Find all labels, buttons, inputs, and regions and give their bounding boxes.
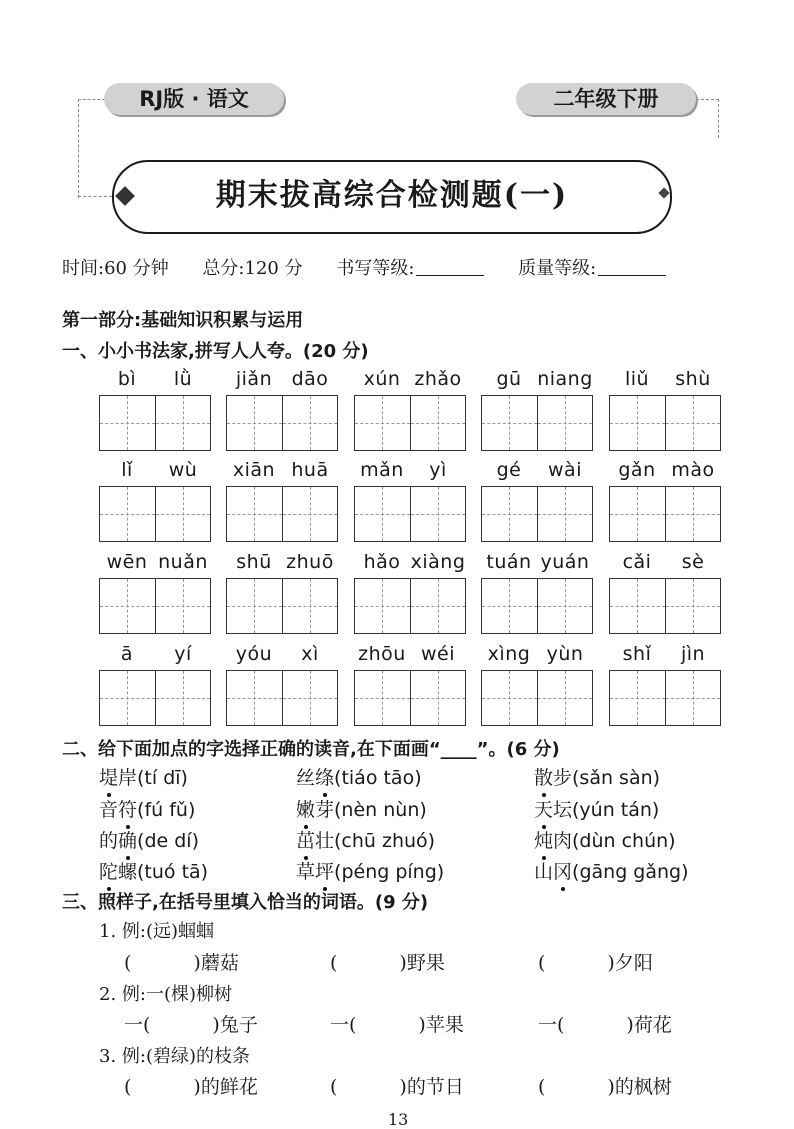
pinyin-word — [481, 459, 593, 549]
pinyin-syllable: shǐ — [622, 643, 652, 665]
pinyin-word — [354, 551, 466, 641]
part-one-heading: 第一部分:基础知识积累与运用 — [62, 310, 304, 331]
dotted-character: 陀 — [99, 857, 118, 884]
writing-box-pair — [354, 486, 466, 542]
blank-close-word: )野果 — [399, 952, 445, 974]
writing-box-pair — [609, 486, 721, 542]
writing-box-pair — [99, 578, 211, 634]
writing-cell[interactable] — [227, 396, 282, 450]
dotted-character: 散 — [534, 763, 553, 790]
pinyin-syllable: xiàng — [410, 551, 466, 573]
header-connector-left — [78, 99, 105, 198]
pinyin-syllable: yùn — [546, 643, 584, 665]
writing-cell[interactable] — [537, 671, 593, 725]
pinyin-syllable: zhǎo — [414, 368, 462, 390]
writing-cell[interactable] — [665, 671, 721, 725]
writing-cell[interactable] — [282, 671, 338, 725]
writing-cell[interactable] — [155, 487, 211, 541]
dotted-character: 茁 — [296, 826, 315, 853]
pronunciation-item[interactable] — [296, 763, 422, 790]
word-prefix: 草 — [296, 861, 316, 883]
pinyin-syllable: wù — [168, 459, 198, 481]
word-prefix: 音 — [99, 799, 119, 821]
blank-open: ( — [538, 1076, 546, 1098]
fill-blank-item — [124, 948, 239, 975]
pinyin-syllable: mào — [671, 459, 715, 481]
writing-cell[interactable] — [537, 396, 593, 450]
edition-badge: RJ版 · 语文 — [104, 83, 284, 115]
writing-cell[interactable] — [665, 579, 721, 633]
blank-close-word: )的鲜花 — [193, 1076, 258, 1098]
section-one-heading: 一、小小书法家,拼写人人夸。(20 分) — [62, 341, 369, 362]
writing-box-pair — [226, 578, 338, 634]
page-number: 13 — [388, 1110, 409, 1129]
writing-box-pair — [226, 395, 338, 451]
pinyin-syllable: cǎi — [622, 551, 652, 573]
pronunciation-options: 肉(dùn chún) — [553, 830, 676, 852]
pronunciation-item[interactable] — [534, 826, 676, 853]
pinyin-syllable: yuán — [540, 551, 590, 573]
writing-cell[interactable] — [355, 579, 410, 633]
pinyin-row — [99, 459, 724, 549]
blank-open: 一( — [538, 1014, 565, 1036]
pinyin-syllable: shū — [236, 551, 272, 573]
pronunciation-options: (péng píng) — [334, 861, 445, 883]
section-two-heading: 二、给下面加点的字选择正确的读音,在下面画“____”。(6 分) — [62, 739, 560, 760]
pinyin-syllable: dāo — [291, 368, 329, 390]
pinyin-word — [99, 643, 211, 733]
pinyin-word — [609, 368, 721, 458]
pinyin-syllable: sè — [681, 551, 705, 573]
word-prefix: 丝 — [296, 767, 316, 789]
writing-box-pair — [481, 486, 593, 542]
pinyin-syllable: yóu — [235, 643, 273, 665]
pinyin-word — [481, 368, 593, 458]
pinyin-syllable: mǎn — [360, 459, 404, 481]
writing-box-pair — [609, 578, 721, 634]
pinyin-syllable: jìn — [680, 643, 706, 665]
dotted-character: 嫩 — [296, 795, 315, 822]
writing-box-pair — [226, 486, 338, 542]
pinyin-syllable: tuán — [486, 551, 532, 573]
writing-box-pair — [609, 670, 721, 726]
writing-cell[interactable] — [155, 579, 211, 633]
word-prefix: 山 — [534, 861, 554, 883]
pinyin-word — [99, 459, 211, 549]
writing-cell[interactable] — [610, 579, 665, 633]
pinyin-syllable: wài — [548, 459, 582, 481]
pronunciation-item[interactable] — [99, 763, 188, 790]
pinyin-syllable: zhuō — [286, 551, 334, 573]
pronunciation-options: 芽(nèn nùn) — [315, 799, 427, 821]
pinyin-syllable: yì — [429, 459, 447, 481]
pronunciation-item[interactable] — [296, 857, 444, 884]
pinyin-syllable: bì — [117, 368, 137, 390]
writing-grade-label: 书写等级: — [336, 258, 415, 279]
time-limit: 时间:60 分钟 — [62, 258, 169, 279]
writing-cell[interactable] — [227, 671, 282, 725]
pinyin-word — [609, 459, 721, 549]
writing-box-pair — [354, 578, 466, 634]
dotted-character: 符 — [118, 795, 137, 822]
writing-cell[interactable] — [665, 487, 721, 541]
blank-close-word: )的节日 — [399, 1076, 464, 1098]
pronunciation-item[interactable] — [296, 826, 435, 853]
dotted-character: 确 — [118, 826, 137, 853]
pronunciation-options: 坛(yún tán) — [553, 799, 660, 821]
pinyin-syllable: ā — [120, 643, 134, 665]
pronunciation-item[interactable] — [534, 857, 689, 884]
pronunciation-options: (gāng gǎng) — [572, 861, 689, 883]
writing-cell[interactable] — [610, 487, 665, 541]
pinyin-word — [481, 551, 593, 641]
blank-open: 一( — [330, 1014, 357, 1036]
blank-close-word: )的枫树 — [607, 1076, 672, 1098]
blank-open: 一( — [124, 1014, 151, 1036]
pinyin-syllable: xìng — [487, 643, 531, 665]
pinyin-word — [226, 551, 338, 641]
pronunciation-options: (de dí) — [137, 830, 199, 852]
fill-blank-item — [538, 1010, 672, 1037]
fill-blank-item — [538, 948, 653, 975]
writing-cell[interactable] — [610, 671, 665, 725]
writing-cell[interactable] — [610, 396, 665, 450]
writing-box-pair — [354, 670, 466, 726]
pinyin-syllable: niang — [537, 368, 593, 390]
quality-grade-label: 质量等级: — [518, 258, 597, 279]
pronunciation-item[interactable] — [99, 826, 199, 853]
writing-box-pair — [99, 395, 211, 451]
pinyin-syllable: yí — [174, 643, 192, 665]
pronunciation-options: (fú fǔ) — [137, 799, 196, 821]
pinyin-word — [354, 643, 466, 733]
pinyin-word — [354, 368, 466, 458]
pronunciation-options: 步(sǎn sàn) — [553, 767, 661, 789]
pinyin-syllable: wēn — [106, 551, 148, 573]
writing-cell[interactable] — [482, 396, 537, 450]
writing-cell[interactable] — [355, 487, 410, 541]
example-line: 3. 例:(碧绿)的枝条 — [99, 1046, 251, 1067]
fill-blank-item — [124, 1010, 258, 1037]
writing-cell[interactable] — [410, 487, 466, 541]
pinyin-word — [481, 643, 593, 733]
dotted-character: 坪 — [315, 857, 334, 884]
writing-cell[interactable] — [410, 671, 466, 725]
pinyin-word — [99, 551, 211, 641]
header-connector-right — [696, 99, 719, 138]
writing-box-pair — [481, 395, 593, 451]
writing-cell[interactable] — [100, 487, 155, 541]
pinyin-syllable: zhōu — [358, 643, 406, 665]
writing-box-pair — [226, 670, 338, 726]
writing-cell[interactable] — [227, 487, 282, 541]
total-score: 总分:120 分 — [202, 258, 303, 279]
blank-open: ( — [538, 952, 546, 974]
pinyin-syllable: xì — [301, 643, 319, 665]
blank-close-word: )蘑菇 — [193, 952, 239, 974]
example-line: 1. 例:(远)蝈蝈 — [99, 921, 215, 942]
pronunciation-options: 岸(tí dī) — [118, 767, 188, 789]
pinyin-row — [99, 643, 724, 733]
pinyin-word — [226, 368, 338, 458]
blank-close-word: )荷花 — [626, 1014, 672, 1036]
writing-cell[interactable] — [665, 396, 721, 450]
pinyin-syllable: lǐ — [121, 459, 133, 481]
pinyin-syllable: gū — [496, 368, 522, 390]
blank-open: ( — [124, 952, 132, 974]
fill-blank-item — [330, 1072, 464, 1099]
pinyin-syllable: nuǎn — [158, 551, 208, 573]
pronunciation-options: 壮(chū zhuó) — [315, 830, 436, 852]
writing-cell[interactable] — [155, 671, 211, 725]
fill-blank-item — [124, 1072, 258, 1099]
writing-cell[interactable] — [227, 579, 282, 633]
example-line: 2. 例:一(棵)柳树 — [99, 984, 233, 1005]
dotted-character: 冈 — [553, 857, 572, 884]
writing-cell[interactable] — [537, 487, 593, 541]
fill-blank-item — [330, 948, 445, 975]
word-prefix: 的 — [99, 830, 119, 852]
pronunciation-options: 螺(tuó tā) — [118, 861, 209, 883]
pronunciation-item[interactable] — [99, 795, 195, 822]
writing-cell[interactable] — [410, 579, 466, 633]
pinyin-syllable: hǎo — [363, 551, 401, 573]
writing-cell[interactable] — [100, 671, 155, 725]
pinyin-syllable: huā — [291, 459, 329, 481]
pronunciation-item[interactable] — [99, 857, 208, 884]
writing-box-pair — [99, 486, 211, 542]
writing-box-pair — [354, 395, 466, 451]
exam-meta — [62, 254, 694, 280]
writing-box-pair — [481, 578, 593, 634]
pronunciation-item[interactable] — [296, 795, 427, 822]
writing-cell[interactable] — [355, 671, 410, 725]
pinyin-syllable: gé — [496, 459, 522, 481]
pinyin-row — [99, 551, 724, 641]
pinyin-word — [609, 551, 721, 641]
writing-cell[interactable] — [482, 487, 537, 541]
pinyin-syllable: xiān — [232, 459, 276, 481]
blank-open: ( — [124, 1076, 132, 1098]
writing-box-pair — [481, 670, 593, 726]
quality-grade-field[interactable] — [598, 257, 666, 276]
fill-blank-item — [330, 1010, 464, 1037]
writing-cell[interactable] — [410, 396, 466, 450]
pinyin-syllable: wéi — [420, 643, 455, 665]
pinyin-syllable: liǔ — [624, 368, 650, 390]
pinyin-word — [354, 459, 466, 549]
writing-cell[interactable] — [282, 487, 338, 541]
writing-cell[interactable] — [355, 396, 410, 450]
dotted-character: 炖 — [534, 826, 553, 853]
pinyin-syllable: jiǎn — [235, 368, 273, 390]
pinyin-syllable: shù — [675, 368, 711, 390]
section-three-heading: 三、照样子,在括号里填入恰当的词语。(9 分) — [62, 892, 429, 913]
grade-badge: 二年级下册 — [516, 83, 696, 115]
pronunciation-item[interactable] — [534, 763, 660, 790]
pinyin-row — [99, 368, 724, 458]
pinyin-word — [226, 459, 338, 549]
writing-cell[interactable] — [100, 396, 155, 450]
blank-close-word: )夕阳 — [607, 952, 653, 974]
page-title: 期末拔高综合检测题(一) — [112, 160, 672, 234]
writing-box-pair — [609, 395, 721, 451]
header-connector-left-bottom — [78, 196, 112, 197]
writing-cell[interactable] — [537, 579, 593, 633]
writing-cell[interactable] — [155, 396, 211, 450]
pinyin-syllable: lǜ — [173, 368, 193, 390]
pinyin-word — [609, 643, 721, 733]
writing-cell[interactable] — [482, 671, 537, 725]
fill-blank-item — [538, 1072, 672, 1099]
dotted-character: 绦 — [315, 763, 334, 790]
dotted-character: 堤 — [99, 763, 118, 790]
writing-grade-field[interactable] — [416, 257, 484, 276]
blank-open: ( — [330, 1076, 338, 1098]
blank-close-word: )苹果 — [418, 1014, 464, 1036]
blank-close-word: )兔子 — [212, 1014, 258, 1036]
pinyin-word — [99, 368, 211, 458]
pinyin-word — [226, 643, 338, 733]
writing-cell[interactable] — [282, 579, 338, 633]
writing-cell[interactable] — [100, 579, 155, 633]
writing-cell[interactable] — [282, 396, 338, 450]
pronunciation-options: (tiáo tāo) — [334, 767, 422, 789]
pinyin-syllable: gǎn — [618, 459, 656, 481]
pronunciation-item[interactable] — [534, 795, 659, 822]
dotted-character: 天 — [534, 795, 553, 822]
blank-open: ( — [330, 952, 338, 974]
writing-cell[interactable] — [482, 579, 537, 633]
pinyin-syllable: xún — [363, 368, 401, 390]
writing-box-pair — [99, 670, 211, 726]
